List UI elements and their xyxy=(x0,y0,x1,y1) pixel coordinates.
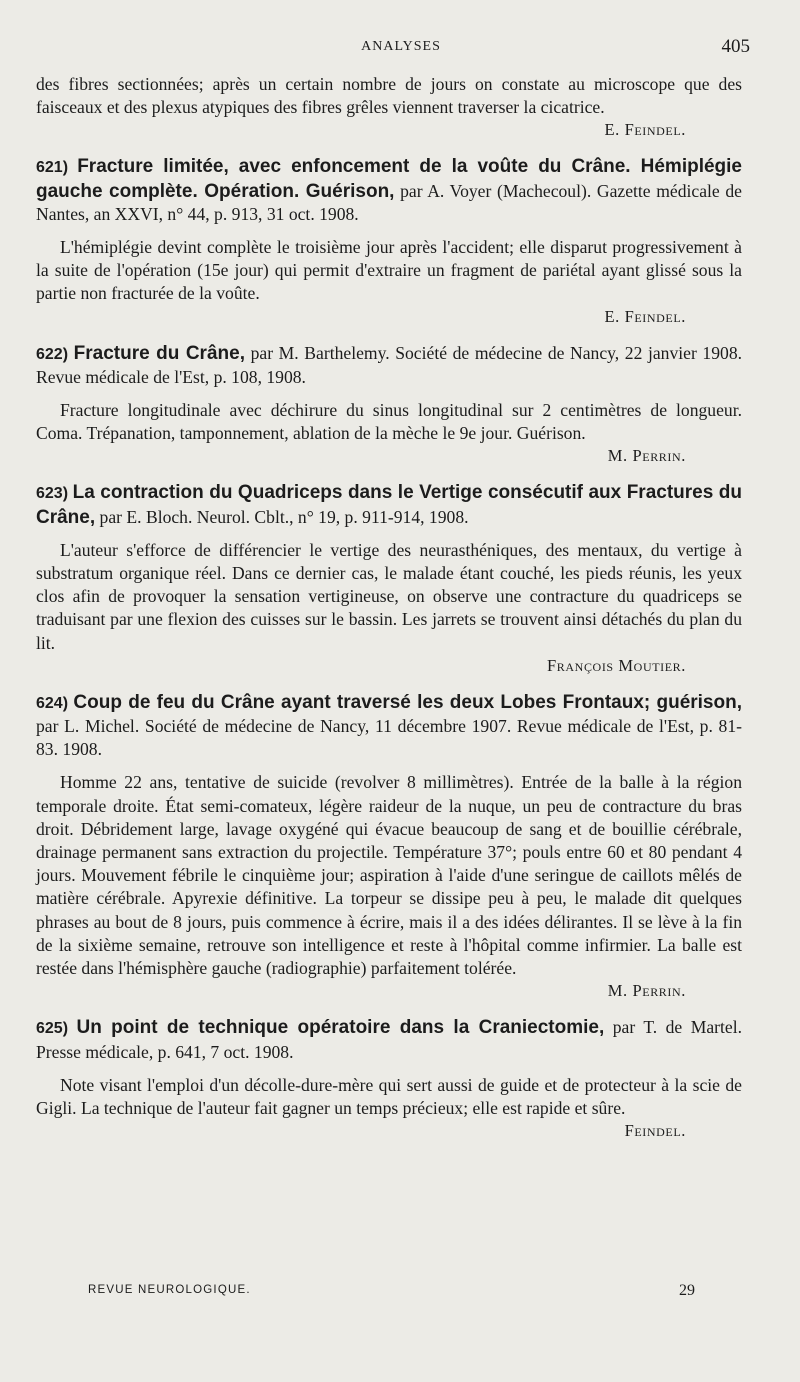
entry-signature: E. Feindel. xyxy=(604,306,686,326)
entry-body: Note visant l'emploi d'un décolle-dure-mère qui sert aussi de guide et de protecteur à la scie de Gigli. La technique de l'auteur fait gagner un temps précieux; elle est rapide et sûre. xyxy=(36,1074,742,1118)
abstract-entry-623 xyxy=(36,481,742,676)
entry-reference: par T. de Martel. Presse médicale, p. 641, 7 oct. 1908. xyxy=(36,1017,742,1062)
entry-signature: François Moutier. xyxy=(547,655,686,675)
intro-signature: E. Feindel. xyxy=(604,120,686,140)
entry-title: Un point de technique opératoire dans la Craniectomie, xyxy=(76,1017,605,1039)
section-title: ANALYSES xyxy=(361,39,441,54)
page-content xyxy=(36,73,742,1142)
entry-heading xyxy=(36,342,742,389)
journal-name: REVUE NEUROLOGIQUE. xyxy=(88,1284,251,1296)
page-number: 405 xyxy=(721,36,750,57)
running-head xyxy=(52,36,750,58)
entry-number: 623) xyxy=(36,485,69,503)
entry-reference: par L. Michel. Société de médecine de Nancy, 11 décembre 1907. Revue médicale de l'Est, p. 81-83. 1908. xyxy=(36,716,742,760)
entry-title: Fracture limitée, avec enfoncement de la voûte du Crâne. Hémiplégie gauche complète. Opération. Guérison, xyxy=(36,156,742,202)
entry-title: Coup de feu du Crâne ayant traversé les deux Lobes Frontaux; guérison, xyxy=(73,691,742,713)
abstract-entry-621 xyxy=(36,155,742,327)
intro-text: des fibres sectionnées; après un certain nombre de jours on constate au microscope que des faisceaux et des plexus atypiques des fibres grêles viennent traverser la cicatrice. xyxy=(36,74,742,118)
signature-mark: 29 xyxy=(679,1282,695,1299)
entry-body: Fracture longitudinale avec déchirure du sinus longitudinal sur 2 centimètres de longueur. Coma. Trépanation, tamponnement, ablation de la mèche le 9e jour. Guérison. xyxy=(36,400,742,444)
entry-heading xyxy=(36,481,742,528)
abstract-entry-622 xyxy=(36,342,742,468)
entry-body: L'auteur s'efforce de différencier le vertige des neurasthéniques, des mentaux, du vertige à substratum organique réel. Dans ce dernier cas, le malade étant couché, les pieds réunis, les yeux clos afin de provoquer la sensation vertigineuse, on observe une contracture du quadriceps se traduisant par une flexion des cuisses sur le bassin. Les jarrets se trouvent ainsi détachés du plan du lit. xyxy=(36,539,742,653)
entry-signature: M. Perrin. xyxy=(607,981,686,1001)
page-footer xyxy=(88,1282,695,1302)
entry-reference: par M. Barthelemy. Société de médecine de Nancy, 22 janvier 1908. Revue médicale de l'Est, p. 108, 1908. xyxy=(36,342,743,387)
entry-body: L'hémiplégie devint complète le troisième jour après l'accident; elle disparut progressivement à la suite de l'opération (15e jour) qui permit d'extraire un fragment de pariétal ayant glissé sous la partie non fracturée de la voûte. xyxy=(36,237,742,304)
entry-number: 621) xyxy=(36,159,69,177)
entry-signature: Feindel. xyxy=(624,1121,686,1141)
abstract-entry-624 xyxy=(36,691,742,1002)
entry-number: 622) xyxy=(36,345,69,363)
entry-reference: par A. Voyer (Machecoul). Gazette médicale de Nantes, an XXVI, n° 44, p. 913, 31 oct. 1908. xyxy=(36,180,742,224)
intro-continuation xyxy=(36,73,742,141)
entry-heading xyxy=(36,691,742,762)
entry-reference: par E. Bloch. Neurol. Cblt., n° 19, p. 911-914, 1908. xyxy=(99,506,469,527)
entry-title: Fracture du Crâne, xyxy=(73,342,245,364)
entry-body: Homme 22 ans, tentative de suicide (revolver 8 millimètres). Entrée de la balle à la région temporale droite. État semi-comateux, légère raideur de la nuque, un peu de contracture du bras droit. Débridement large, lavage oxygéné qui évacue beaucoup de sang et de bouillie cérébrale, drainage permanent sans extraction du projectile. Température 37°; pouls entre 60 et 80 pendant 4 jours. Mouvement fébrile le cinquième jour; aspiration à l'aide d'une seringue de caillots mêlés de matière cérébrale. Apyrexie définitive. La torpeur se dissipe peu à peu, le malade dit quelques phrases au bout de 8 jours, puis commence à écrire, mais il a des idées délirantes. Il se lève à la fin de la sixième semaine, retrouve son intelligence et reste à l'hôpital comme infirmier. La balle est restée dans l'hémisphère gauche (radiographie) parfaitement tolérée. xyxy=(36,772,742,979)
entry-title: La contraction du Quadriceps dans le Vertige consécutif aux Fractures du Crâne, xyxy=(36,482,742,528)
entry-heading xyxy=(36,155,742,226)
entry-number: 624) xyxy=(36,694,69,712)
abstract-entry-625 xyxy=(36,1016,742,1142)
entry-heading xyxy=(36,1016,742,1063)
entry-number: 625) xyxy=(36,1020,69,1038)
entry-signature: M. Perrin. xyxy=(607,446,686,466)
